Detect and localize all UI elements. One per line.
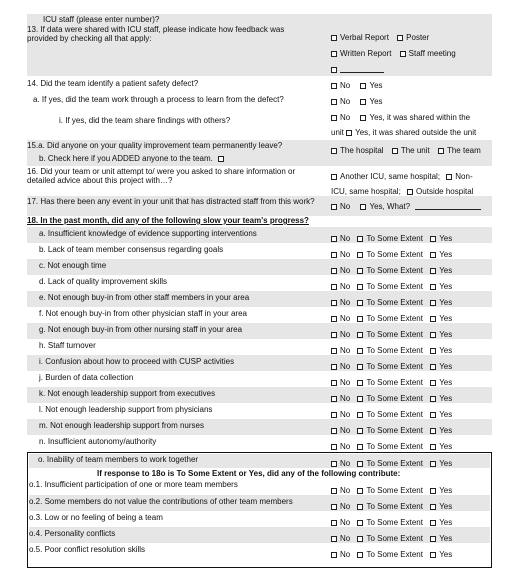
- yes-checkbox[interactable]: [430, 380, 436, 386]
- no-checkbox[interactable]: [331, 364, 337, 370]
- another-icu-checkbox[interactable]: [331, 174, 337, 180]
- to-some-extent-checkbox[interactable]: [357, 236, 363, 242]
- left-team-checkbox[interactable]: [438, 148, 444, 154]
- written-report-checkbox[interactable]: [331, 51, 337, 57]
- q18-item-row: [27, 419, 492, 435]
- q16-row: [27, 166, 492, 196]
- q18o-label: o. Inability of team members to work together: [38, 455, 199, 464]
- to-some-extent-checkbox[interactable]: [357, 316, 363, 322]
- q18-item-label: m. Not enough leadership support from nurses: [39, 421, 204, 430]
- no-checkbox[interactable]: [331, 428, 337, 434]
- q18-item-label: a. Insufficient knowledge of evidence supporting interventions: [39, 229, 257, 238]
- yes-checkbox[interactable]: [430, 300, 436, 306]
- q13-row: [27, 24, 492, 76]
- yes-checkbox[interactable]: [430, 444, 436, 450]
- no-checkbox[interactable]: [331, 552, 337, 558]
- q18-item-scale: No To Some Extent Yes: [331, 314, 452, 323]
- no-checkbox[interactable]: [331, 268, 337, 274]
- yes-checkbox[interactable]: [430, 552, 436, 558]
- to-some-extent-checkbox[interactable]: [357, 268, 363, 274]
- q17-yes-checkbox[interactable]: [360, 204, 366, 210]
- q17-answers: No Yes, What?: [331, 202, 481, 211]
- q18-item-scale: No To Some Extent Yes: [331, 442, 452, 451]
- q18-item-scale: No To Some Extent Yes: [331, 346, 452, 355]
- no-checkbox[interactable]: [331, 284, 337, 290]
- q18-item-label: i. Confusion about how to proceed with CUSP activities: [39, 357, 235, 366]
- yes-checkbox[interactable]: [430, 284, 436, 290]
- no-checkbox[interactable]: [331, 536, 337, 542]
- to-some-extent-checkbox[interactable]: [357, 332, 363, 338]
- yes-checkbox[interactable]: [430, 268, 436, 274]
- staff-meeting-checkbox[interactable]: [400, 51, 406, 57]
- to-some-extent-checkbox[interactable]: [357, 412, 363, 418]
- q18-item-scale: No To Some Extent Yes: [331, 266, 452, 275]
- q18o-sub-scale: No To Some Extent Yes: [331, 502, 452, 511]
- to-some-extent-checkbox[interactable]: [357, 461, 363, 467]
- no-checkbox[interactable]: [331, 380, 337, 386]
- q14i-answers-line2: unit Yes, it was shared outside the unit: [331, 128, 477, 137]
- q18-item-label: d. Lack of quality improvement skills: [39, 277, 168, 286]
- q18-item-row: [27, 259, 492, 275]
- no-checkbox[interactable]: [331, 488, 337, 494]
- yes-checkbox[interactable]: [430, 316, 436, 322]
- q18-item-row: [27, 435, 492, 451]
- q18-header-row: [27, 216, 492, 226]
- yes-checkbox[interactable]: [430, 396, 436, 402]
- q13-options-line1: Verbal Report Poster: [331, 33, 429, 42]
- q16-options-line2: ICU, same hospital; Outside hospital: [331, 187, 474, 196]
- q14i-yes-outside-checkbox[interactable]: [346, 130, 352, 136]
- q18-item-label: k. Not enough leadership support from executives: [39, 389, 216, 398]
- q18o-sub-label: o.3. Low or no feeling of being a team: [29, 513, 163, 522]
- no-checkbox[interactable]: [331, 332, 337, 338]
- q13-label: 13. If data were shared with ICU staff, please indicate how feedback was provided by checking all that apply:: [27, 25, 285, 43]
- q18-item-row: [27, 227, 492, 243]
- no-checkbox[interactable]: [331, 444, 337, 450]
- q16-label: 16. Did your team or unit attempt to/ were you asked to share information or detailed advice about this project with…?: [27, 167, 296, 185]
- yes-checkbox[interactable]: [430, 504, 436, 510]
- yes-checkbox[interactable]: [430, 461, 436, 467]
- non-icu-checkbox[interactable]: [446, 174, 452, 180]
- q18-item-label: e. Not enough buy-in from other staff members in your area: [39, 293, 250, 302]
- q18-item-row: [27, 307, 492, 323]
- to-some-extent-checkbox[interactable]: [357, 536, 363, 542]
- q18o-followup-text: If response to 18o is To Some Extent or Yes, did any of the following contribute:: [97, 469, 401, 478]
- q18o-sub-label: o.4. Personality conflicts: [29, 529, 116, 538]
- q18o-row: [29, 454, 490, 468]
- to-some-extent-checkbox[interactable]: [357, 284, 363, 290]
- q18-item-scale: No To Some Extent Yes: [331, 426, 452, 435]
- to-some-extent-checkbox[interactable]: [357, 504, 363, 510]
- q14a-no-checkbox[interactable]: [331, 99, 337, 105]
- q14-no-checkbox[interactable]: [331, 83, 337, 89]
- q18-item-row: [27, 323, 492, 339]
- outside-hospital-checkbox[interactable]: [407, 189, 413, 195]
- other-feedback-blank[interactable]: [340, 66, 384, 73]
- no-checkbox[interactable]: [331, 236, 337, 242]
- yes-checkbox[interactable]: [430, 412, 436, 418]
- yes-checkbox[interactable]: [430, 488, 436, 494]
- q12-continuation-row: [27, 14, 492, 24]
- to-some-extent-checkbox[interactable]: [357, 428, 363, 434]
- q12-continuation-text: ICU staff (please enter number)?: [43, 15, 160, 24]
- no-checkbox[interactable]: [331, 300, 337, 306]
- no-checkbox[interactable]: [331, 252, 337, 258]
- no-checkbox[interactable]: [331, 348, 337, 354]
- no-checkbox[interactable]: [331, 412, 337, 418]
- q14-label: 14. Did the team identify a patient safety defect?: [27, 79, 199, 88]
- q18-item-label: b. Lack of team member consensus regarding goals: [39, 245, 224, 254]
- poster-checkbox[interactable]: [397, 35, 403, 41]
- to-some-extent-checkbox[interactable]: [357, 444, 363, 450]
- yes-checkbox[interactable]: [430, 332, 436, 338]
- q15a-options: The hospital The unit The team: [331, 146, 481, 155]
- q15b-added-checkbox[interactable]: [218, 156, 224, 162]
- q14i-no-checkbox[interactable]: [331, 115, 337, 121]
- q18-item-row: [27, 387, 492, 403]
- q18-item-scale: No To Some Extent Yes: [331, 410, 452, 419]
- q14a-yes-checkbox[interactable]: [360, 99, 366, 105]
- q16-options-line1: Another ICU, same hospital; Non-: [331, 172, 473, 181]
- q18-item-label: h. Staff turnover: [39, 341, 96, 350]
- q14i-row: [27, 110, 492, 140]
- q13-other-line: [331, 65, 384, 74]
- q13-options-line2: Written Report Staff meeting: [331, 49, 456, 58]
- q14i-yes-within-checkbox[interactable]: [360, 115, 366, 121]
- q18-item-row: [27, 275, 492, 291]
- no-checkbox[interactable]: [331, 520, 337, 526]
- q14i-label: i. If yes, did the team share findings with others?: [59, 116, 231, 125]
- q18o-sub-row: [29, 495, 490, 511]
- q18o-sub-row: [29, 479, 490, 495]
- q18-item-label: l. Not enough leadership support from physicians: [39, 405, 213, 414]
- q18o-sub-scale: No To Some Extent Yes: [331, 534, 452, 543]
- q15b-label-wrap: b. Check here if you ADDED anyone to the team.: [39, 154, 227, 163]
- q18-item-scale: No To Some Extent Yes: [331, 282, 452, 291]
- q18-item-label: c. Not enough time: [39, 261, 107, 270]
- q18o-sub-scale: No To Some Extent Yes: [331, 486, 452, 495]
- q18-item-label: n. Insufficient autonomy/authority: [39, 437, 157, 446]
- no-checkbox[interactable]: [331, 461, 337, 467]
- q18o-sub-label: o.2. Some members do not value the contributions of other team members: [29, 497, 293, 506]
- q18o-sub-scale: No To Some Extent Yes: [331, 518, 452, 527]
- yes-checkbox[interactable]: [430, 236, 436, 242]
- verbal-report-checkbox[interactable]: [331, 35, 337, 41]
- left-hospital-checkbox[interactable]: [331, 148, 337, 154]
- q14-row: [27, 78, 492, 92]
- q17-what-blank[interactable]: [415, 203, 481, 210]
- to-some-extent-checkbox[interactable]: [357, 348, 363, 354]
- q15-row: [27, 140, 492, 166]
- q18-item-scale: No To Some Extent Yes: [331, 394, 452, 403]
- q14a-answers: No Yes: [331, 97, 383, 106]
- to-some-extent-checkbox[interactable]: [357, 300, 363, 306]
- q18-item-scale: No To Some Extent Yes: [331, 250, 452, 259]
- q18-item-scale: No To Some Extent Yes: [331, 234, 452, 243]
- q18o-followup-row: [27, 469, 492, 479]
- q18o-sub-row: [29, 543, 490, 559]
- to-some-extent-checkbox[interactable]: [357, 488, 363, 494]
- q18o-sub-label: o.5. Poor conflict resolution skills: [29, 545, 146, 554]
- q17-row: [27, 196, 492, 216]
- q18o-scale: No To Some Extent Yes: [331, 459, 452, 468]
- q18-item-scale: No To Some Extent Yes: [331, 298, 452, 307]
- yes-checkbox[interactable]: [430, 364, 436, 370]
- q18-item-row: [27, 355, 492, 371]
- left-unit-checkbox[interactable]: [392, 148, 398, 154]
- q18-item-row: [27, 243, 492, 259]
- yes-checkbox[interactable]: [430, 348, 436, 354]
- q18-item-scale: No To Some Extent Yes: [331, 330, 452, 339]
- q18o-sub-row: [29, 527, 490, 543]
- to-some-extent-checkbox[interactable]: [357, 364, 363, 370]
- q18-item-row: [27, 291, 492, 307]
- no-checkbox[interactable]: [331, 504, 337, 510]
- q17-label: 17. Has there been any event in your unit that has distracted staff from this work?: [27, 197, 315, 206]
- q14a-row: [27, 94, 492, 108]
- yes-checkbox[interactable]: [430, 520, 436, 526]
- q14a-label: a. If yes, did the team work through a process to learn from the defect?: [33, 95, 284, 104]
- yes-checkbox[interactable]: [430, 536, 436, 542]
- q18-item-label: j. Burden of data collection: [39, 373, 134, 382]
- no-checkbox[interactable]: [331, 396, 337, 402]
- no-checkbox[interactable]: [331, 316, 337, 322]
- to-some-extent-checkbox[interactable]: [357, 380, 363, 386]
- q17-no-checkbox[interactable]: [331, 204, 337, 210]
- q18o-sub-label: o.1. Insufficient participation of one or more team members: [29, 480, 238, 489]
- q14-answers: No Yes: [331, 81, 383, 90]
- q15a-label: 15.a. Did anyone on your quality improvement team permanently leave?: [27, 141, 283, 150]
- q18o-sub-row: [29, 511, 490, 527]
- q14-yes-checkbox[interactable]: [360, 83, 366, 89]
- q14i-answers-line1: No Yes, it was shared within the: [331, 113, 470, 122]
- q18o-sub-scale: No To Some Extent Yes: [331, 550, 452, 559]
- yes-checkbox[interactable]: [430, 252, 436, 258]
- q18-item-scale: No To Some Extent Yes: [331, 362, 452, 371]
- q18-label: 18. In the past month, did any of the following slow your team's progress?: [27, 216, 309, 225]
- q18-item-row: [27, 403, 492, 419]
- q18-item-row: [27, 371, 492, 387]
- to-some-extent-checkbox[interactable]: [357, 520, 363, 526]
- q18-item-scale: No To Some Extent Yes: [331, 378, 452, 387]
- to-some-extent-checkbox[interactable]: [357, 552, 363, 558]
- q18-item-row: [27, 339, 492, 355]
- other-feedback-checkbox[interactable]: [331, 67, 337, 73]
- to-some-extent-checkbox[interactable]: [357, 252, 363, 258]
- q18-item-label: g. Not enough buy-in from other nursing staff in your area: [39, 325, 243, 334]
- q18-item-label: f. Not enough buy-in from other physician staff in your area: [39, 309, 247, 318]
- to-some-extent-checkbox[interactable]: [357, 396, 363, 402]
- yes-checkbox[interactable]: [430, 428, 436, 434]
